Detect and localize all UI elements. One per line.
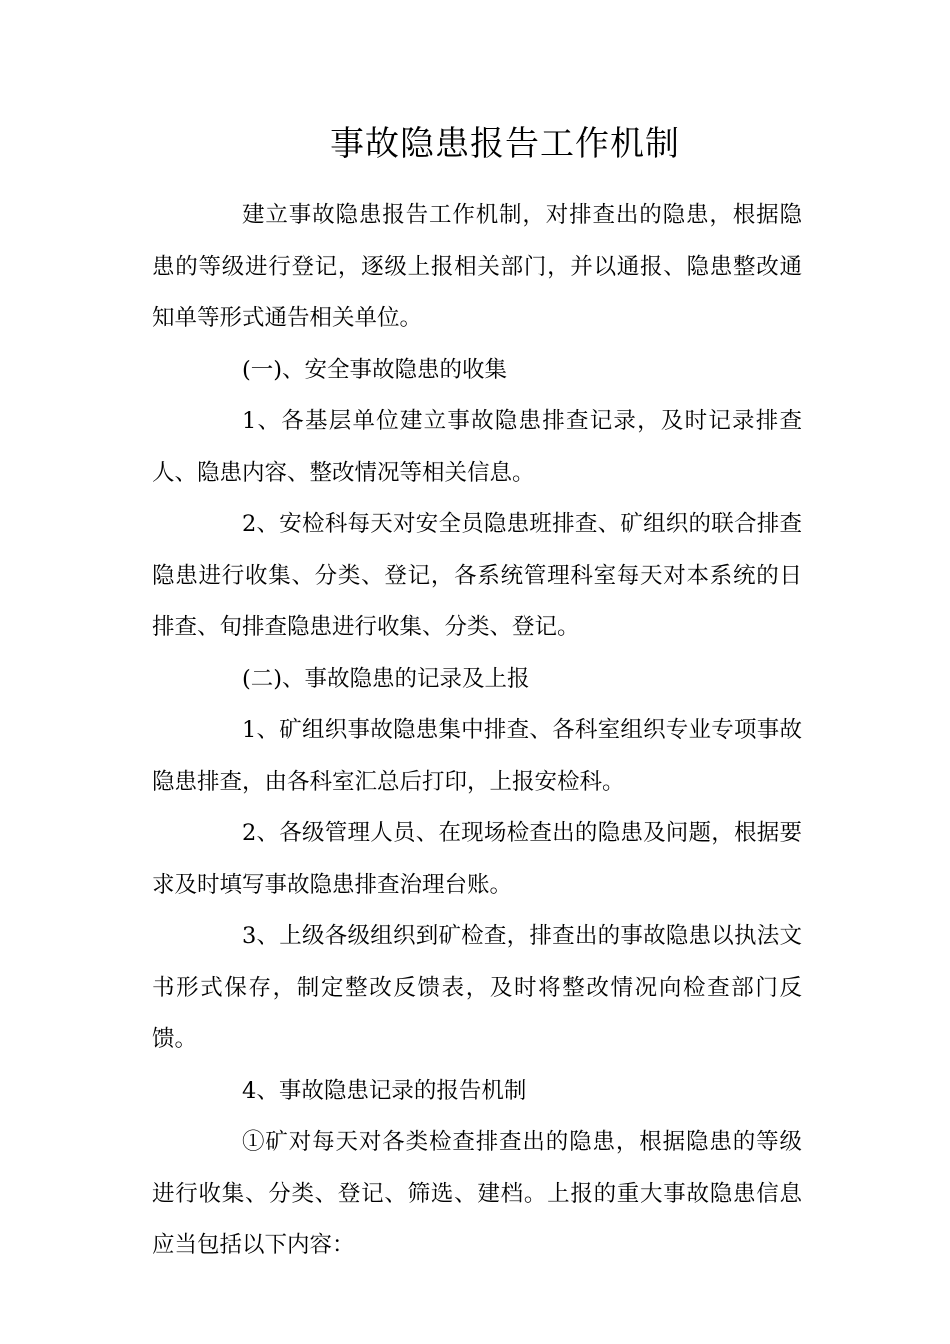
paragraph-record-1: 1、矿组织事故隐患集中排查、各科室组织专业专项事故隐患排查，由各科室汇总后打印，上报安检科。 bbox=[152, 717, 802, 795]
section-heading-collection: (一)、安全事故隐患的收集 bbox=[242, 356, 508, 383]
paragraph-record-3: 3、上级各级组织到矿检查，排查出的事故隐患以执法文书形式保存，制定整改反馈表，及时将整改情况向检查部门反馈。 bbox=[152, 923, 802, 1052]
paragraph-intro: 建立事故隐患报告工作机制，对排查出的隐患，根据隐患的等级进行登记，逐级上报相关部门，并以通报、隐患整改通知单等形式通告相关单位。 bbox=[152, 202, 802, 331]
document-body bbox=[152, 190, 802, 1272]
section-heading-record-report: (二)、事故隐患的记录及上报 bbox=[242, 665, 530, 692]
paragraph-report-mechanism-1: ①矿对每天对各类检查排查出的隐患，根据隐患的等级进行收集、分类、登记、筛选、建档。上报的重大事故隐患信息应当包括以下内容： bbox=[152, 1129, 802, 1258]
paragraph-record-4: 4、事故隐患记录的报告机制 bbox=[242, 1077, 527, 1104]
paragraph-collection-2: 2、安检科每天对安全员隐患班排查、矿组织的联合排查隐患进行收集、分类、登记，各系统管理科室每天对本系统的日排查、旬排查隐患进行收集、分类、登记。 bbox=[152, 511, 802, 640]
document-title: 事故隐患报告工作机制 bbox=[330, 124, 680, 164]
paragraph-record-2: 2、各级管理人员、在现场检查出的隐患及问题，根据要求及时填写事故隐患排查治理台账。 bbox=[152, 820, 802, 898]
paragraph-collection-1: 1、各基层单位建立事故隐患排查记录，及时记录排查人、隐患内容、整改情况等相关信息。 bbox=[152, 408, 802, 486]
